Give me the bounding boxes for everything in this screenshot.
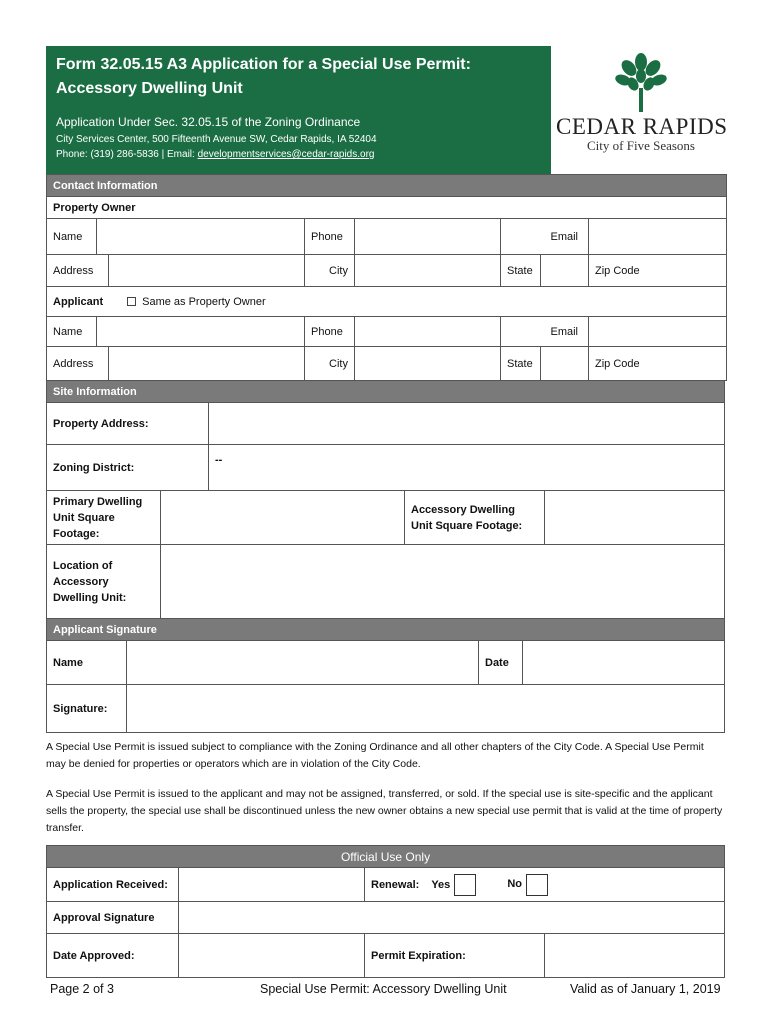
renewal-no-label: No: [507, 878, 523, 891]
tree-icon: [609, 52, 673, 114]
signature-label: Signature:: [47, 685, 127, 733]
property-owner-heading: Property Owner: [47, 197, 727, 219]
page-number: Page 2 of 3: [50, 982, 114, 996]
renewal-yes-checkbox[interactable]: [454, 874, 476, 896]
section-official-use: Official Use Only: [47, 846, 725, 868]
logo-wordmark: CEDAR RAPIDS: [556, 114, 728, 139]
logo-tagline: City of Five Seasons: [587, 138, 695, 153]
permit-transfer-paragraph: A Special Use Permit is issued to the applicant and may not be assigned, transferred, or sold. If the special use is site-specific and the applicant sells the property, the special use shall be discontinued unless the new owner obtains a new special use permit that is valid at the time of property transfer.: [46, 788, 723, 834]
zoning-district-select[interactable]: --: [209, 445, 725, 491]
property-address-label: Property Address:: [47, 403, 209, 445]
renewal-yes-label: Yes: [431, 878, 451, 891]
location-field[interactable]: [161, 545, 725, 619]
applicant-email-label: Email: [501, 317, 589, 347]
applicant-name-label: Name: [47, 317, 97, 347]
application-received-label: Application Received:: [47, 868, 179, 902]
adu-sqft-field[interactable]: [545, 491, 725, 545]
applicant-city-field[interactable]: [355, 347, 501, 381]
owner-city-field[interactable]: [355, 255, 501, 287]
form-header: [46, 46, 551, 174]
renewal-group: [365, 868, 725, 902]
signer-date-label: Date: [479, 641, 523, 685]
city-logo: [556, 52, 726, 162]
applicant-phone-label: Phone: [305, 317, 355, 347]
permit-compliance-paragraph: A Special Use Permit is issued subject to compliance with the Zoning Ordinance and all other chapters of the City Code. A Special Use Permit may be denied for properties or operators which are in violation of the City Code.: [46, 741, 704, 770]
renewal-label: Renewal:: [371, 878, 420, 891]
approval-signature-field[interactable]: [179, 902, 725, 934]
phone-text: Phone: (319) 286-5836 | Email:: [56, 149, 198, 160]
applicant-email-field[interactable]: [589, 317, 727, 347]
applicant-phone-field[interactable]: [355, 317, 501, 347]
contact-information-table: [46, 174, 727, 381]
applicant-zip[interactable]: Zip Code: [589, 347, 727, 381]
owner-email-field[interactable]: [589, 219, 727, 255]
owner-address-field[interactable]: [109, 255, 305, 287]
owner-state-label: State: [501, 255, 541, 287]
applicant-heading: Applicant: [53, 295, 104, 308]
applicant-state-label: State: [501, 347, 541, 381]
signer-name-field[interactable]: [127, 641, 479, 685]
email-link[interactable]: developmentservices@cedar-rapids.org: [197, 149, 375, 160]
signature-field[interactable]: [127, 685, 725, 733]
primary-sqft-label: Primary Dwelling Unit Square Footage:: [47, 491, 161, 545]
signer-name-label: Name: [47, 641, 127, 685]
applicant-row: [47, 287, 727, 317]
property-address-field[interactable]: [209, 403, 725, 445]
date-approved-field[interactable]: [179, 934, 365, 978]
same-as-owner-label: Same as Property Owner: [142, 295, 266, 308]
owner-address-label: Address: [47, 255, 109, 287]
adu-sqft-label: Accessory Dwelling Unit Square Footage:: [405, 491, 545, 545]
owner-email-label: Email: [501, 219, 589, 255]
permit-expiration-label: Permit Expiration:: [365, 934, 545, 978]
primary-sqft-field[interactable]: [161, 491, 405, 545]
permit-expiration-field[interactable]: [545, 934, 725, 978]
office-address: City Services Center, 500 Fifteenth Avenue SW, Cedar Rapids, IA 52404: [56, 134, 377, 145]
owner-name-field[interactable]: [97, 219, 305, 255]
footer-valid-date: Valid as of January 1, 2019: [570, 982, 721, 996]
applicant-city-label: City: [305, 347, 355, 381]
owner-zip[interactable]: Zip Code: [589, 255, 727, 287]
zoning-district-label: Zoning District:: [47, 445, 209, 491]
owner-phone-field[interactable]: [355, 219, 501, 255]
footer-title: Special Use Permit: Accessory Dwelling Unit: [260, 982, 507, 996]
section-contact-information: Contact Information: [47, 175, 727, 197]
renewal-no-checkbox[interactable]: [526, 874, 548, 896]
owner-phone-label: Phone: [305, 219, 355, 255]
form-title-line-1: Form 32.05.15 A3 Application for a Special Use Permit:: [56, 56, 471, 73]
owner-city-label: City: [305, 255, 355, 287]
same-as-owner-checkbox[interactable]: [127, 297, 136, 306]
owner-state-field[interactable]: [541, 255, 589, 287]
location-label: Location of Accessory Dwelling Unit:: [47, 545, 161, 619]
date-approved-label: Date Approved:: [47, 934, 179, 978]
applicant-signature-table: [46, 618, 725, 733]
applicant-address-field[interactable]: [109, 347, 305, 381]
section-applicant-signature: Applicant Signature: [47, 619, 725, 641]
site-information-table: [46, 380, 725, 619]
signer-date-field[interactable]: [523, 641, 725, 685]
approval-signature-label: Approval Signature: [47, 902, 179, 934]
section-site-information: Site Information: [47, 381, 725, 403]
owner-name-label: Name: [47, 219, 97, 255]
applicant-state-field[interactable]: [541, 347, 589, 381]
application-received-field[interactable]: [179, 868, 365, 902]
form-subtitle: Application Under Sec. 32.05.15 of the Zoning Ordinance: [56, 115, 361, 129]
form-title-line-2: Accessory Dwelling Unit: [56, 80, 243, 97]
contact-line: [56, 147, 541, 162]
official-use-table: [46, 845, 725, 978]
applicant-name-field[interactable]: [97, 317, 305, 347]
applicant-address-label: Address: [47, 347, 109, 381]
page-footer: [46, 982, 724, 1002]
